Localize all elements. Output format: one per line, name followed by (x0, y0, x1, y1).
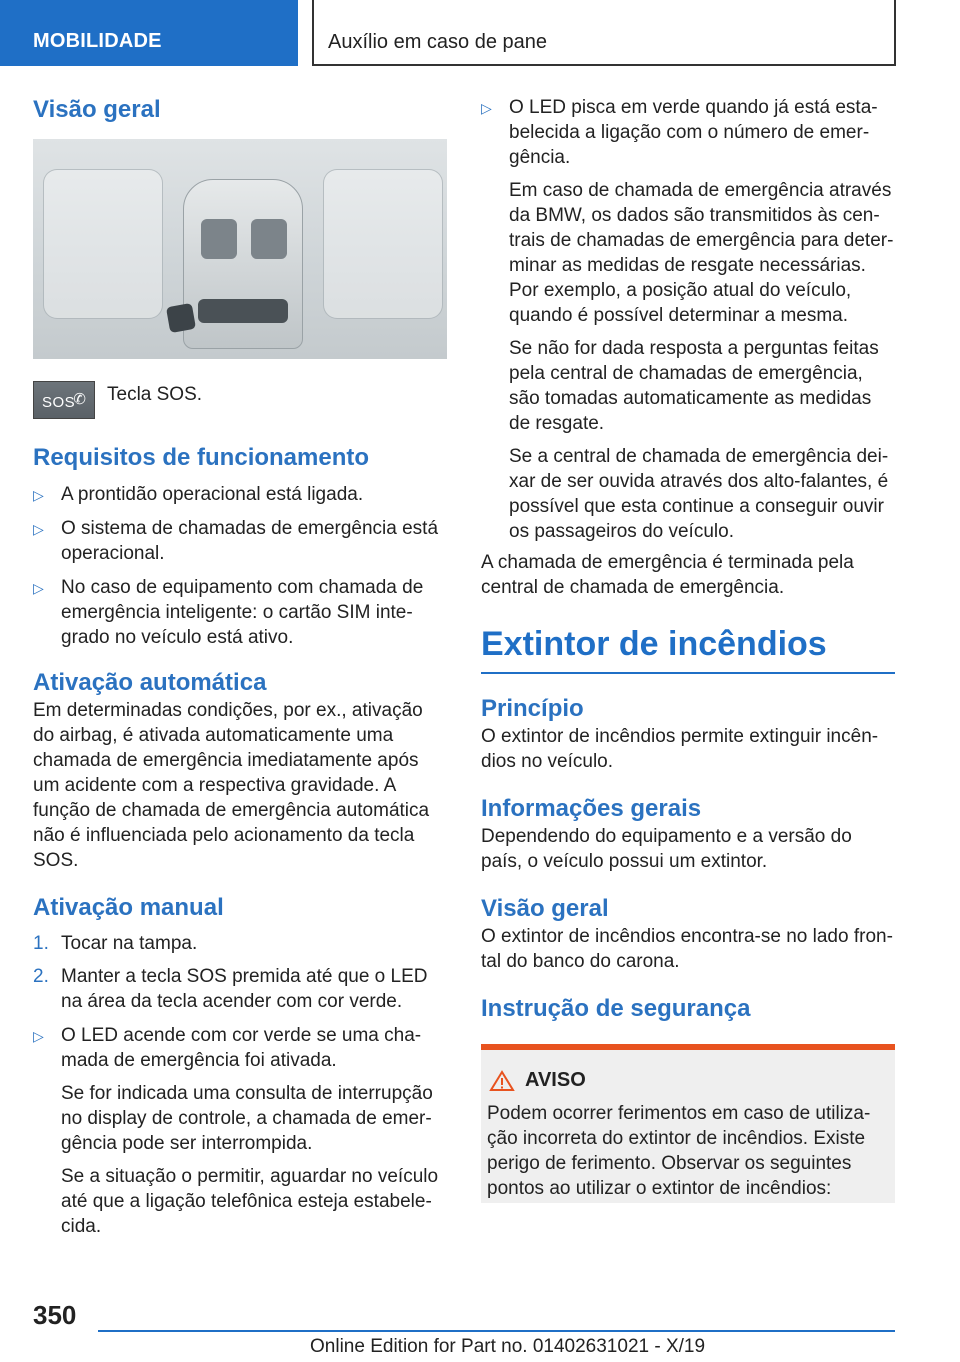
list-item: ▷ A prontidão operacional está ligada. (33, 482, 447, 507)
phone-icon: ✆ (73, 391, 86, 408)
warning-triangle-icon (489, 1070, 515, 1092)
heading-principle: Princípio (481, 695, 584, 722)
led-blink-note-2: Se não for dada resposta a perguntas feitas pela central de chamadas de emergência, são tomadas automaticamente as medidas de resgate. (509, 338, 879, 434)
led-green-list (33, 1023, 447, 1073)
led-blink-note-1: Em caso de chamada de emergência através da BMW, os dados são transmitidos às centrais de chamadas de emergência para determinar as medidas de resgate necessárias. Por exemplo, a posição atual do veículo, quando é possível determinar a mesma. (509, 180, 894, 326)
led-green-note-2: Se a situação o permitir, aguardar no veículo até que a ligação telefônica esteja estabelecida. (61, 1166, 439, 1237)
heading-requirements: Requisitos de funcionamento (33, 444, 370, 471)
chapter-tab (312, 0, 896, 66)
list-item: 1. Tocar na tampa. (33, 933, 198, 954)
triangle-bullet-icon: ▷ (33, 580, 44, 596)
overview-text: O extintor de incêndios encontra-se no lado frontal do banco do carona. (481, 926, 893, 972)
warning-text: Podem ocorrer ferimentos em caso de utilização incorreta do extintor de incêndios. Existe perigo de ferimento. Observar os seguintes pontos ao utilizar o extintor de incêndios: (487, 1103, 871, 1199)
sos-key-legend (33, 381, 447, 421)
section-title: MOBILIDADE (33, 30, 162, 52)
sos-icon-label: SOS (42, 394, 76, 411)
sos-key-label: Tecla SOS. (107, 384, 203, 405)
heading-manual-activation: Ativação manual (33, 894, 224, 921)
heading-auto-activation: Ativação automática (33, 669, 267, 696)
led-green-note-1: Se for indicada uma consulta de interrupção no display de controle, a chamada de emergência pode ser interrompida. (61, 1083, 433, 1154)
general-info-text: Dependendo do equipamento e a versão do país, o veículo possui um extintor. (481, 826, 852, 872)
chapter-title: Auxílio em caso de pane (328, 31, 548, 53)
triangle-bullet-icon: ▷ (33, 1028, 44, 1044)
principle-text: O extintor de incêndios permite extinguir incêndios no veículo. (481, 726, 879, 772)
heading-safety: Instrução de segurança (481, 995, 751, 1022)
list-item: ▷ O LED acende com cor verde se uma chamada de emergência foi ativada. (33, 1025, 422, 1071)
warning-box (481, 1044, 895, 1203)
heading-fire-extinguisher: Extintor de incêndios (481, 622, 895, 674)
footer-edition: Online Edition for Part no. 01402631021 - X/19 (310, 1336, 706, 1357)
footer-divider (98, 1330, 895, 1332)
triangle-bullet-icon: ▷ (33, 521, 44, 537)
sos-button-in-photo (166, 303, 196, 333)
requirements-list (33, 482, 447, 650)
auto-activation-text: Em determinadas condições, por ex., ativação do airbag, é ativada automaticamente uma chamada de emergência imediatamente após um acidente com a respectiva gravidade. A função de chamada de emergência automática não é influenciada pelo acionamento da tecla SOS. (33, 700, 430, 871)
list-item: ▷ No caso de equipamento com chamada de emergência inteligente: o cartão SIM integrado no veículo está ativo. (33, 577, 424, 648)
page-number: 350 (33, 1300, 77, 1330)
right-column (481, 95, 895, 1203)
triangle-bullet-icon: ▷ (33, 487, 44, 503)
warning-title: AVISO (487, 1068, 889, 1093)
led-blink-list (481, 95, 895, 170)
section-tab (0, 0, 298, 66)
left-column (33, 95, 447, 1239)
led-blink-note-3: Se a central de chamada de emergência deixar de ser ouvida através dos alto-falantes, é possível que esta continue a conseguir ouvir os passageiros do veículo. (509, 446, 889, 542)
list-item: ▷ O LED pisca em verde quando já está estabelecida a ligação com o número de emergência. (481, 97, 878, 168)
sos-key-icon (33, 381, 95, 419)
heading-overview: Visão geral (33, 96, 161, 123)
manual-steps (33, 931, 447, 1014)
list-item: 2. Manter a tecla SOS premida até que o LED na área da tecla acender com cor verde. (33, 966, 428, 1012)
overhead-console-photo (33, 139, 447, 359)
heading-general-info: Informações gerais (481, 795, 702, 822)
list-item: ▷ O sistema de chamadas de emergência está operacional. (33, 518, 439, 564)
heading-overview-extinguisher: Visão geral (481, 895, 609, 922)
end-call-text: A chamada de emergência é terminada pela central de chamada de emergência. (481, 552, 854, 598)
triangle-bullet-icon: ▷ (481, 100, 492, 116)
